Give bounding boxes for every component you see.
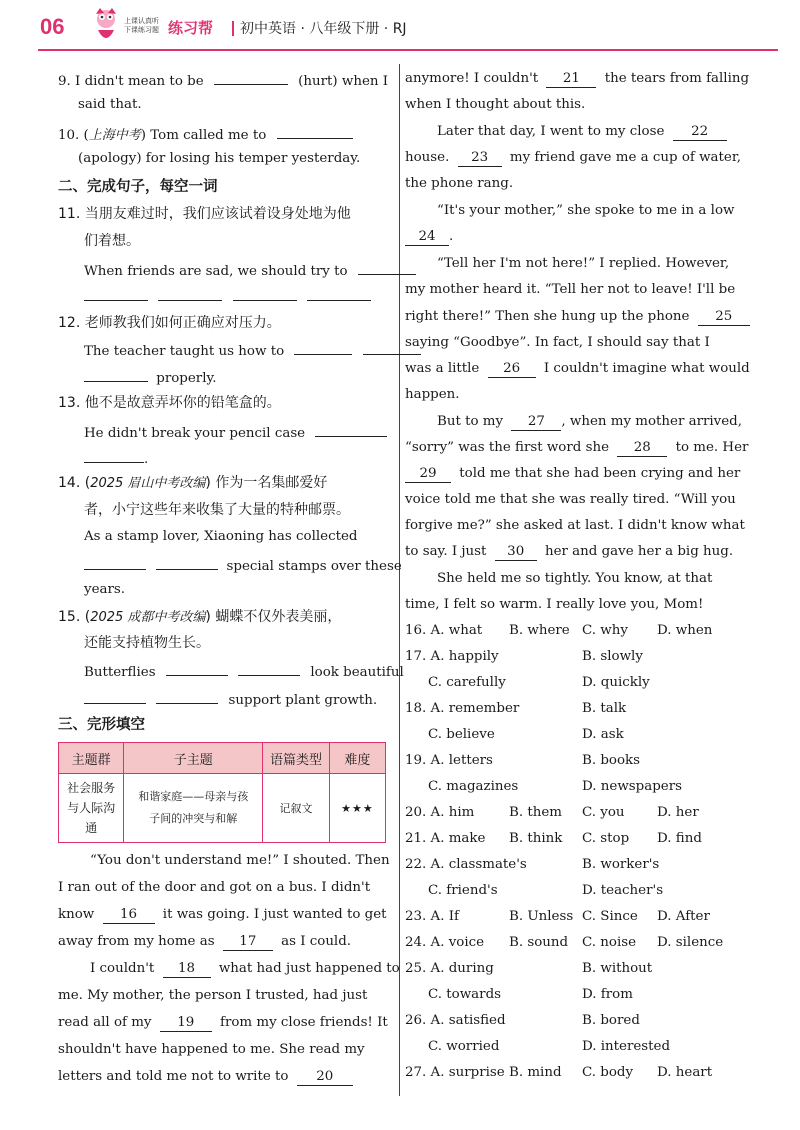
- q12-chinese: 12. 老师教我们如何正确应对压力。: [58, 315, 281, 331]
- passage-r-line-8: “Tell her I'm not here!” I replied. However,: [437, 256, 730, 271]
- passage-r-line-13: happen.: [405, 387, 460, 402]
- passage-r-line-6: “It's your mother,” she spoke to me in a low: [437, 203, 735, 218]
- q11-chinese-cont: 们着想。: [84, 233, 140, 249]
- q14-num: 14. (: [58, 475, 91, 491]
- passage-line-6: me. My mother, the person I trusted, had just: [58, 988, 368, 1003]
- option-18-c[interactable]: C. believe: [428, 727, 495, 742]
- q9-blank[interactable]: [214, 70, 288, 85]
- q12-english: [84, 340, 421, 361]
- q15-english-text-b: look beautiful: [310, 665, 404, 680]
- passage-r-line-12a: was a little: [405, 361, 480, 376]
- passage-r-line-4a: house.: [405, 150, 450, 165]
- option-17-c[interactable]: C. carefully: [428, 675, 506, 690]
- passage-line-7: [58, 1014, 388, 1032]
- option-24-d[interactable]: D. silence: [657, 935, 724, 950]
- header-divider: [232, 21, 234, 36]
- q10-text: ) Tom called me to: [140, 128, 267, 143]
- slogan-line-2: 下课练习题: [124, 26, 159, 34]
- option-16-b[interactable]: B. where: [509, 623, 570, 638]
- q12-end-text: properly.: [156, 371, 217, 386]
- blank-18[interactable]: 18: [163, 961, 211, 978]
- option-23-d[interactable]: D. After: [657, 909, 710, 924]
- passage-r-line-5: the phone rang.: [405, 176, 514, 191]
- option-21-b[interactable]: B. think: [509, 831, 563, 846]
- q11-blank-1[interactable]: [358, 260, 416, 275]
- option-20-a[interactable]: 20. A. him: [405, 805, 475, 820]
- q15-english-cont: [84, 689, 377, 710]
- table-header-genre: 语篇类型: [263, 743, 330, 774]
- q9-text-cont: said that.: [78, 97, 142, 112]
- option-19-b[interactable]: B. books: [582, 753, 641, 768]
- blank-23[interactable]: 23: [458, 150, 502, 167]
- option-20-b[interactable]: B. them: [509, 805, 562, 820]
- blank-28[interactable]: 28: [617, 440, 667, 457]
- q12-english-cont: [84, 367, 217, 388]
- topic-table: [58, 742, 386, 843]
- q13-english-cont: .: [84, 448, 148, 469]
- passage-r-line-10: [405, 308, 750, 326]
- q12-blank-3[interactable]: [84, 367, 148, 382]
- q9-hint: (hurt) when I: [298, 74, 389, 89]
- passage-r-line-12b: I couldn't imagine what would: [543, 361, 750, 376]
- section-2-heading: 二、完成句子，每空一词: [58, 179, 218, 195]
- slogan-line-1: 上课认真听: [124, 17, 159, 25]
- header-rule: [38, 49, 778, 51]
- option-26-a[interactable]: 26. A. satisfied: [405, 1013, 506, 1028]
- q11-blank-3[interactable]: [158, 286, 222, 301]
- passage-r-line-3: [437, 123, 727, 141]
- option-16-d[interactable]: D. when: [657, 623, 713, 638]
- q10-blank[interactable]: [277, 124, 353, 139]
- passage-r-line-1: [405, 70, 749, 88]
- table-header-theme: 主题群: [59, 743, 124, 774]
- q15-chinese-b: 还能支持植物生长。: [84, 635, 210, 651]
- passage-r-line-10a: right there!” Then she hung up the phone: [405, 309, 690, 324]
- q14-blank-2[interactable]: [156, 555, 218, 570]
- passage-line-5a: I couldn't: [90, 961, 155, 976]
- mascot-logo-icon: [92, 6, 120, 46]
- passage-line-5: [90, 960, 400, 978]
- blank-16[interactable]: 16: [103, 907, 155, 924]
- table-cell-theme: 社会服务与人际沟通: [59, 774, 124, 843]
- option-18-a[interactable]: 18. A. remember: [405, 701, 520, 716]
- q13-english: [84, 422, 387, 443]
- blank-25[interactable]: 25: [698, 309, 750, 326]
- q14-blank-1[interactable]: [84, 555, 146, 570]
- blank-19[interactable]: 19: [160, 1015, 212, 1032]
- option-21-a[interactable]: 21. A. make: [405, 831, 486, 846]
- column-divider: [399, 64, 400, 1096]
- table-cell-subtheme: 和谐家庭——母亲与孩子间的冲突与和解: [124, 774, 263, 843]
- slogan: [124, 17, 159, 35]
- q12-blank-1[interactable]: [294, 340, 352, 355]
- passage-line-8: shouldn't have happened to me. She read my: [58, 1042, 365, 1057]
- q13-blank-1[interactable]: [315, 422, 387, 437]
- q9-text: 9. I didn't mean to be: [58, 74, 204, 89]
- option-19-d[interactable]: D. newspapers: [582, 779, 682, 794]
- blank-24[interactable]: 24: [405, 229, 449, 246]
- option-24-a[interactable]: 24. A. voice: [405, 935, 485, 950]
- blank-27[interactable]: 27: [511, 414, 561, 431]
- passage-r-line-14a: But to my: [437, 414, 504, 429]
- q15-blank-3[interactable]: [84, 689, 146, 704]
- passage-r-line-14: [437, 413, 742, 431]
- option-25-a[interactable]: 25. A. during: [405, 961, 494, 976]
- table-header-difficulty: 难度: [329, 743, 385, 774]
- section-3-heading: 三、完形填空: [58, 717, 145, 733]
- passage-r-line-1b: the tears from falling: [604, 71, 750, 86]
- option-22-c[interactable]: C. friend's: [428, 883, 498, 898]
- passage-line-3b: it was going. I just wanted to get: [162, 907, 387, 922]
- q13-english-text: He didn't break your pencil case: [84, 426, 306, 441]
- option-22-b[interactable]: B. worker's: [582, 857, 660, 872]
- passage-r-line-16: [405, 465, 740, 483]
- option-22-d[interactable]: D. teacher's: [582, 883, 664, 898]
- option-24-c[interactable]: C. noise: [582, 935, 637, 950]
- passage-line-4: [58, 933, 351, 951]
- q15-source: 2025 成都中考改编: [90, 610, 206, 625]
- passage-line-7b: from my close friends! It: [220, 1015, 388, 1030]
- option-23-b[interactable]: B. Unless: [509, 909, 574, 924]
- q14-chinese-b: 者，小宁这些年来收集了大量的特种邮票。: [84, 502, 350, 518]
- q11-blank-2[interactable]: [84, 286, 148, 301]
- q11-chinese: 11. 当朋友难过时，我们应该试着设身处地为他: [58, 206, 351, 222]
- passage-r-line-4: [405, 149, 741, 167]
- q15-english-text: Butterflies: [84, 665, 156, 680]
- option-19-c[interactable]: C. magazines: [428, 779, 519, 794]
- question-14: [58, 474, 327, 493]
- passage-r-line-19b: her and gave her a big hug.: [544, 544, 734, 559]
- blank-17[interactable]: 17: [223, 934, 273, 951]
- option-27-c[interactable]: C. body: [582, 1065, 634, 1080]
- table-cell-difficulty: ★★★: [329, 774, 385, 843]
- passage-r-line-11: saying “Goodbye”. In fact, I should say that I: [405, 335, 710, 350]
- option-21-d[interactable]: D. find: [657, 831, 702, 846]
- passage-line-4b: as I could.: [281, 934, 352, 949]
- option-25-c[interactable]: C. towards: [428, 987, 502, 1002]
- option-26-b[interactable]: B. bored: [582, 1013, 640, 1028]
- option-20-c[interactable]: C. you: [582, 805, 625, 820]
- option-24-b[interactable]: B. sound: [509, 935, 569, 950]
- passage-line-4a: away from my home as: [58, 934, 215, 949]
- option-27-a[interactable]: 27. A. surprise: [405, 1065, 505, 1080]
- passage-r-line-19: [405, 543, 733, 561]
- option-19-a[interactable]: 19. A. letters: [405, 753, 493, 768]
- passage-r-line-19a: to say. I just: [405, 544, 487, 559]
- option-18-b[interactable]: B. talk: [582, 701, 627, 716]
- passage-r-line-16b: told me that she had been crying and her: [459, 466, 741, 481]
- q10-text-cont: (apology) for losing his temper yesterday.: [78, 151, 361, 166]
- q14-chinese-a: ) 作为一名集邮爱好: [205, 475, 328, 491]
- passage-line-1: “You don't understand me!” I shouted. Then: [90, 853, 390, 868]
- passage-r-line-14b: , when my mother arrived,: [561, 414, 742, 429]
- option-23-c[interactable]: C. Since: [582, 909, 638, 924]
- q15-blank-1[interactable]: [166, 661, 228, 676]
- passage-line-9a: letters and told me not to write to: [58, 1069, 289, 1084]
- option-16-c[interactable]: C. why: [582, 623, 628, 638]
- book-title: 初中英语 · 八年级下册 · RJ: [240, 21, 407, 37]
- passage-line-7a: read all of my: [58, 1015, 152, 1030]
- option-25-d[interactable]: D. from: [582, 987, 633, 1002]
- passage-r-line-4b: my friend gave me a cup of water,: [509, 150, 742, 165]
- blank-30[interactable]: 30: [495, 544, 537, 561]
- q15-chinese-a: ) 蝴蝶不仅外表美丽，: [205, 609, 342, 625]
- passage-r-line-15: [405, 439, 748, 457]
- q14-english-text-2: special stamps over these: [226, 559, 402, 574]
- q15-num: 15. (: [58, 609, 91, 625]
- option-17-b[interactable]: B. slowly: [582, 649, 643, 664]
- question-15: [58, 608, 341, 627]
- passage-r-line-20: She held me so tightly. You know, at that: [437, 571, 713, 586]
- page-number: 06: [40, 14, 65, 39]
- option-25-b[interactable]: B. without: [582, 961, 653, 976]
- q11-blanks-row: [84, 286, 371, 307]
- q11-blank-4[interactable]: [233, 286, 297, 301]
- passage-line-9: [58, 1068, 353, 1086]
- option-27-d[interactable]: D. heart: [657, 1065, 713, 1080]
- passage-r-line-17: voice told me that she was really tired. “Will you: [405, 492, 736, 507]
- option-21-c[interactable]: C. stop: [582, 831, 630, 846]
- option-26-d[interactable]: D. interested: [582, 1039, 671, 1054]
- blank-22[interactable]: 22: [673, 124, 727, 141]
- blank-21[interactable]: 21: [546, 71, 596, 88]
- option-20-d[interactable]: D. her: [657, 805, 699, 820]
- page-header: [0, 0, 800, 60]
- q11-blank-5[interactable]: [307, 286, 371, 301]
- blank-20[interactable]: 20: [297, 1069, 353, 1086]
- brand-name: 练习帮: [168, 19, 214, 37]
- passage-r-line-1a: anymore! I couldn't: [405, 71, 539, 86]
- passage-r-line-2: when I thought about this.: [405, 97, 586, 112]
- option-27-b[interactable]: B. mind: [509, 1065, 562, 1080]
- q12-english-text: The teacher taught us how to: [84, 344, 285, 359]
- passage-r-line-21: time, I felt so warm. I really love you, Mom!: [405, 597, 704, 612]
- passage-line-5b: what had just happened to: [218, 961, 400, 976]
- passage-r-line-3a: Later that day, I went to my close: [437, 124, 665, 139]
- q15-blank-2[interactable]: [238, 661, 300, 676]
- table-header-subtheme: 子主题: [124, 743, 263, 774]
- table-cell-genre: 记叙文: [263, 774, 330, 843]
- q15-blank-4[interactable]: [156, 689, 218, 704]
- q10-source: 上海中考: [88, 128, 141, 143]
- option-16-a[interactable]: 16. A. what: [405, 623, 483, 638]
- blank-29[interactable]: 29: [405, 466, 451, 483]
- q14-english-cont: [84, 555, 402, 576]
- passage-line-3: [58, 906, 387, 924]
- option-18-d[interactable]: D. ask: [582, 727, 624, 742]
- q13-chinese: 13. 他不是故意弄坏你的铅笔盒的。: [58, 395, 281, 411]
- q14-english: As a stamp lover, Xiaoning has collected: [84, 529, 358, 544]
- option-22-a[interactable]: 22. A. classmate's: [405, 857, 527, 872]
- blank-26[interactable]: 26: [488, 361, 536, 378]
- passage-r-line-15a: “sorry” was the first word she: [405, 440, 610, 455]
- q11-english: [84, 260, 416, 281]
- q13-blank-2[interactable]: [84, 448, 144, 463]
- passage-r-line-15b: to me. Her: [675, 440, 749, 455]
- option-17-d[interactable]: D. quickly: [582, 675, 650, 690]
- passage-line-2: I ran out of the door and got on a bus. I didn't: [58, 880, 371, 895]
- q14-english-text-3: years.: [84, 582, 126, 597]
- question-10: [58, 124, 353, 145]
- q15-english-text-2: support plant growth.: [228, 693, 378, 708]
- q10-num: 10. (: [58, 128, 89, 143]
- option-17-a[interactable]: 17. A. happily: [405, 649, 499, 664]
- passage-r-line-7: 24 .: [405, 228, 453, 246]
- q14-source: 2025 眉山中考改编: [90, 476, 206, 491]
- option-23-a[interactable]: 23. A. If: [405, 909, 459, 924]
- question-9: [58, 70, 388, 91]
- option-26-c[interactable]: C. worried: [428, 1039, 500, 1054]
- passage-line-3a: know: [58, 907, 95, 922]
- q11-english-text: When friends are sad, we should try to: [84, 264, 348, 279]
- q15-english: [84, 661, 404, 682]
- passage-r-line-9: my mother heard it. “Tell her not to leave! I'll be: [405, 282, 736, 297]
- passage-r-line-18: forgive me?” she asked at last. I didn't know what: [405, 518, 745, 533]
- passage-r-line-12: [405, 360, 750, 378]
